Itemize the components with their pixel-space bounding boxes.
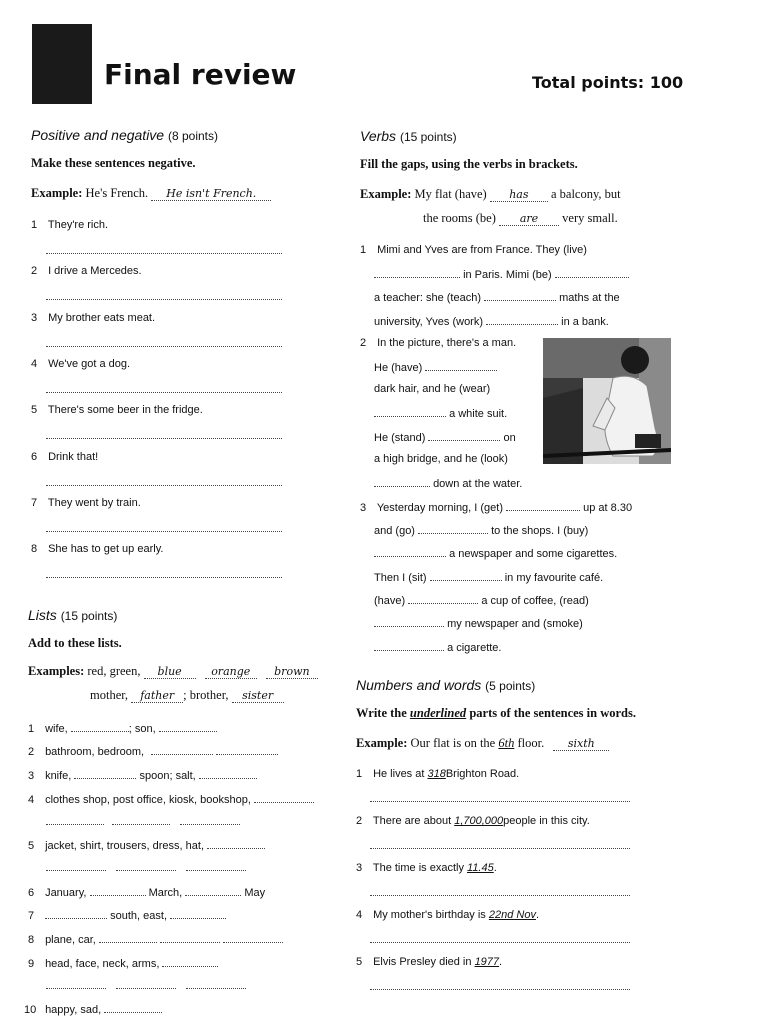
verbs-q2-line: He (have): [374, 360, 497, 374]
positive-negative-item: 8 She has to get up early.: [31, 543, 164, 556]
verbs-q1: 1 Mimi and Yves are from France. They (live): [360, 244, 587, 256]
answer-line: [186, 869, 246, 871]
lists-item: 5 jacket, shirt, trousers, dress, hat,: [28, 838, 265, 852]
numbers-item: 2 There are about 1,700,000people in this city.: [356, 815, 590, 827]
answer-line[interactable]: [46, 530, 282, 532]
answer-line: [186, 987, 246, 989]
lists-item: 6 January, March, May: [28, 887, 266, 899]
positive-negative-item: 4 We've got a dog.: [31, 357, 131, 370]
answer-line: [116, 987, 176, 989]
answer-line: [46, 987, 106, 989]
lists-item: 8 plane, car,: [28, 932, 283, 946]
verbs-instruction: Fill the gaps, using the verbs in brackets.: [360, 157, 578, 171]
answer-line: [46, 823, 104, 825]
lists-example-2: mother, father ; brother, sister: [90, 688, 284, 703]
numbers-example: Example: Our flat is on the 6th floor. sixth: [356, 736, 609, 751]
answer-line[interactable]: [46, 437, 282, 439]
lists-item: 4 clothes shop, post office, kiosk, bookshop,: [28, 792, 314, 806]
verbs-example-2: the rooms (be) are very small.: [423, 211, 618, 225]
answer-line[interactable]: [46, 298, 282, 300]
numbers-item: 3 The time is exactly 11.45.: [356, 862, 497, 874]
verbs-q3-line: Then I (sit) in my favourite café.: [374, 572, 604, 584]
section-numbers-title: Numbers and words (5 points): [356, 677, 536, 693]
section-verbs-title: Verbs (15 points): [360, 128, 457, 144]
lists-item: 2 bathroom, bedroom,: [28, 744, 278, 758]
verbs-q2-line: a white suit.: [374, 406, 507, 420]
answer-line[interactable]: [370, 988, 630, 990]
answer-line: [180, 823, 240, 825]
positive-negative-item: 5 There's some beer in the fridge.: [31, 404, 203, 417]
verbs-q3-line: a cigarette.: [374, 640, 501, 654]
verbs-q3-line: my newspaper and (smoke): [374, 616, 583, 630]
answer-line: [116, 869, 176, 871]
verbs-q3-line: and (go) to the shops. I (buy): [374, 525, 589, 537]
section-lists-title: Lists (15 points): [28, 607, 118, 623]
verbs-q2-line: a high bridge, and he (look): [374, 453, 508, 465]
verbs-q2-line: He (stand) on: [374, 432, 516, 444]
positive-negative-instruction: Make these sentences negative.: [31, 156, 196, 170]
verbs-q3-line: (have) a cup of coffee, (read): [374, 595, 589, 607]
answer-line: [46, 869, 106, 871]
lists-item: 1 wife, ; son,: [28, 721, 217, 735]
positive-negative-item: 2 I drive a Mercedes.: [31, 265, 142, 278]
numbers-item: 5 Elvis Presley died in 1977.: [356, 956, 503, 968]
verbs-q2-line: down at the water.: [374, 476, 522, 490]
numbers-instruction: Write the underlined parts of the sentences in words.: [356, 706, 636, 720]
verbs-q1-line: a teacher: she (teach) maths at the: [374, 292, 620, 304]
answer-line[interactable]: [46, 576, 282, 578]
verbs-q1-line: in Paris. Mimi (be): [374, 267, 629, 281]
answer-line[interactable]: [370, 941, 630, 943]
lists-item: 3 knife, spoon; salt,: [28, 768, 257, 782]
lists-item: 9 head, face, neck, arms,: [28, 956, 218, 970]
lists-example-1: Examples: red, green, blue orange brown: [28, 664, 318, 679]
answer-line[interactable]: [46, 484, 282, 486]
positive-negative-item: 1 They're rich.: [31, 219, 109, 231]
example-answer: He isn't French.: [151, 187, 271, 201]
lists-item: 10 happy, sad,: [24, 1002, 162, 1016]
answer-line[interactable]: [46, 345, 282, 347]
verbs-q3: 3 Yesterday morning, I (get) up at 8.30: [360, 502, 633, 514]
numbers-item: 4 My mother's birthday is 22nd Nov.: [356, 909, 540, 921]
positive-negative-item: 6 Drink that!: [31, 450, 99, 463]
lists-instruction: Add to these lists.: [28, 636, 122, 650]
verbs-q1-line: university, Yves (work) in a bank.: [374, 316, 609, 328]
answer-line[interactable]: [370, 894, 630, 896]
numbers-item: 1 He lives at 318Brighton Road.: [356, 768, 520, 780]
answer-line[interactable]: [370, 800, 630, 802]
answer-line[interactable]: [370, 847, 630, 849]
positive-negative-item: 3 My brother eats meat.: [31, 311, 156, 324]
answer-line[interactable]: [46, 391, 282, 393]
verbs-q2-line: dark hair, and he (wear): [374, 383, 491, 395]
answer-line: [112, 823, 170, 825]
man-on-bridge-photo: [543, 338, 671, 464]
verbs-q2: 2 In the picture, there's a man.: [360, 337, 517, 349]
corner-block: [32, 24, 92, 104]
positive-negative-item: 7 They went by train.: [31, 496, 141, 509]
section-positive-negative-title: Positive and negative (8 points): [31, 127, 219, 143]
answer-line[interactable]: [46, 252, 282, 254]
lists-item: 7 south, east,: [28, 908, 226, 922]
positive-negative-example: Example: He's French. He isn't French.: [31, 186, 271, 201]
page-title: Final review: [104, 58, 297, 91]
verbs-example-1: Example: My flat (have) has a balcony, but: [360, 187, 621, 201]
total-points: Total points: 100: [532, 73, 684, 92]
verbs-q3-line: a newspaper and some cigarettes.: [374, 546, 617, 560]
